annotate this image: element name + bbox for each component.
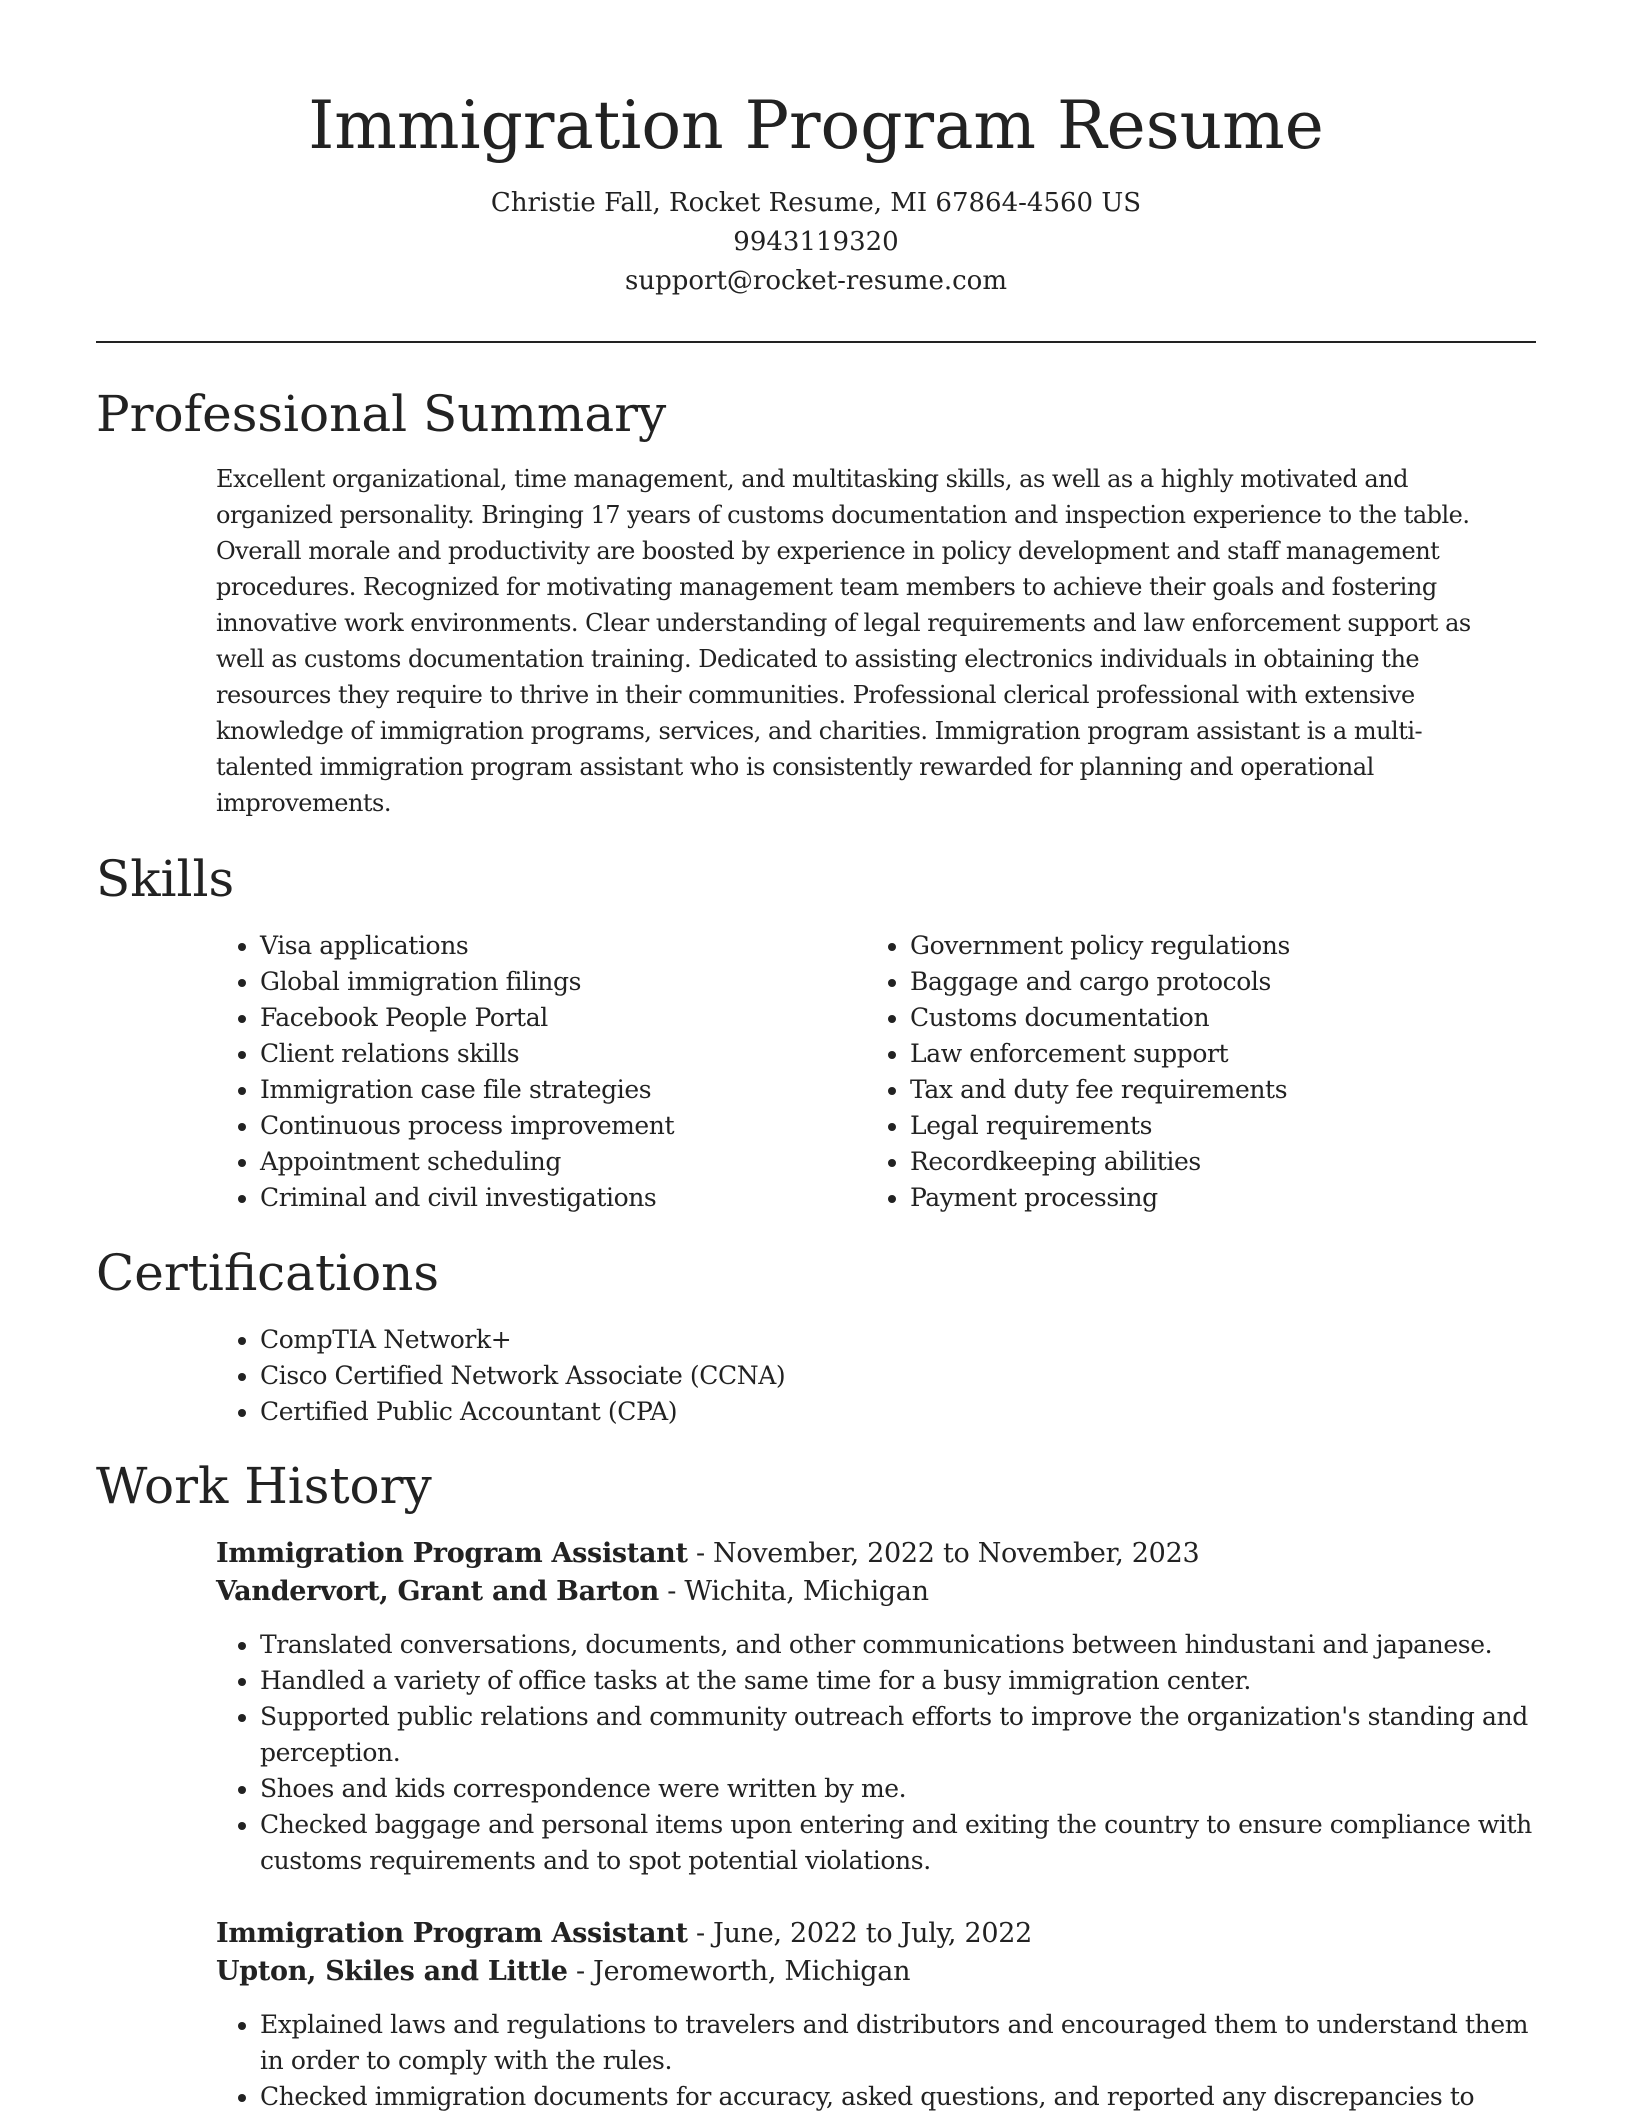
job-title: Immigration Program Assistant — [216, 1918, 688, 1949]
list-item: • Criminal and civil investigations — [260, 1180, 674, 1216]
list-item: • Supported public relations and community outreach efforts to improve the organization's standing and perception. — [260, 1699, 1536, 1771]
list-item: • Checked immigration documents for accuracy, asked questions, and reported any discrepancies to — [260, 2079, 1536, 2115]
job-entry — [216, 1915, 1536, 2115]
list-item: • Baggage and cargo protocols — [910, 964, 1290, 1000]
resume-title: Immigration Program Resume — [308, 87, 1324, 164]
job-title-line — [216, 1535, 1536, 1573]
list-item: • Government policy regulations — [910, 928, 1290, 964]
job-location: - Wichita, Michigan — [659, 1576, 929, 1607]
job-company: Upton, Skiles and Little — [216, 1956, 568, 1987]
list-item: • Recordkeeping abilities — [910, 1144, 1290, 1180]
work-history-heading: Work History — [96, 1457, 432, 1515]
skills-list-right — [866, 928, 1290, 1216]
list-item: • Shoes and kids correspondence were written by me. — [260, 1771, 1536, 1807]
list-item: • Certified Public Accountant (CPA) — [260, 1394, 785, 1430]
list-item: • Continuous process improvement — [260, 1108, 674, 1144]
list-item: • Immigration case file strategies — [260, 1072, 674, 1108]
list-item: • Tax and duty fee requirements — [910, 1072, 1290, 1108]
job-location: - Jeromeworth, Michigan — [567, 1956, 911, 1987]
header-divider — [96, 341, 1536, 343]
list-item: • Payment processing — [910, 1180, 1290, 1216]
list-item: • Client relations skills — [260, 1036, 674, 1072]
summary-text: Excellent organizational, time management, and multitasking skills, as well as a highly motivated and organized personality. Bringing 17 years of customs documentation and inspection experience to the table. Overall morale and productivity are boosted by experience in policy development and staff management procedures. Recognized for motivating management team members to achieve their goals and fostering innovative work environments. Clear understanding of legal requirements and law enforcement support as well as customs documentation training. Dedicated to assisting electronics individuals in obtaining the resources they require to thrive in their communities. Professional clerical professional with extensive knowledge of immigration programs, services, and charities. Immigration program assistant is a multi-talented immigration program assistant who is consistently rewarded for planning and operational improvements. — [216, 465, 1471, 817]
resume-header — [0, 0, 1632, 301]
job-company-line — [216, 1573, 1536, 1611]
job-title-line — [216, 1915, 1536, 1953]
job-bullets — [216, 2007, 1536, 2115]
list-item: • Cisco Certified Network Associate (CCNA) — [260, 1358, 785, 1394]
job-company: Vandervort, Grant and Barton — [216, 1576, 660, 1607]
job-dates: - November, 2022 to November, 2023 — [687, 1538, 1200, 1569]
list-item: • Legal requirements — [910, 1108, 1290, 1144]
list-item: • Translated conversations, documents, and other communications between hindustani and japanese. — [260, 1627, 1536, 1663]
certifications-heading: Certifications — [96, 1244, 440, 1302]
job-entry — [216, 1535, 1536, 1879]
summary-heading: Professional Summary — [96, 385, 667, 443]
list-item: • Visa applications — [260, 928, 674, 964]
certifications-list — [216, 1322, 785, 1430]
job-title: Immigration Program Assistant — [216, 1538, 688, 1569]
list-item: • Explained laws and regulations to travelers and distributors and encouraged them to understand them in order to comply with the rules. — [260, 2007, 1536, 2079]
skills-list-left — [216, 928, 674, 1216]
list-item: • Appointment scheduling — [260, 1144, 674, 1180]
list-item: • Handled a variety of office tasks at the same time for a busy immigration center. — [260, 1663, 1536, 1699]
list-item: • Law enforcement support — [910, 1036, 1290, 1072]
list-item: • CompTIA Network+ — [260, 1322, 785, 1358]
contact-address: Christie Fall, Rocket Resume, MI 67864-4560 US — [490, 188, 1142, 218]
list-item: • Customs documentation — [910, 1000, 1290, 1036]
contact-email: support@rocket-resume.com — [624, 266, 1007, 296]
skills-heading: Skills — [96, 850, 235, 908]
contact-phone: 9943119320 — [733, 227, 899, 257]
contact-block — [0, 184, 1632, 301]
list-item: • Global immigration filings — [260, 964, 674, 1000]
job-company-line — [216, 1953, 1536, 1991]
list-item: • Checked baggage and personal items upon entering and exiting the country to ensure compliance with customs requirements and to spot potential violations. — [260, 1807, 1536, 1879]
job-bullets — [216, 1627, 1536, 1879]
job-dates: - June, 2022 to July, 2022 — [687, 1918, 1032, 1949]
list-item: • Facebook People Portal — [260, 1000, 674, 1036]
